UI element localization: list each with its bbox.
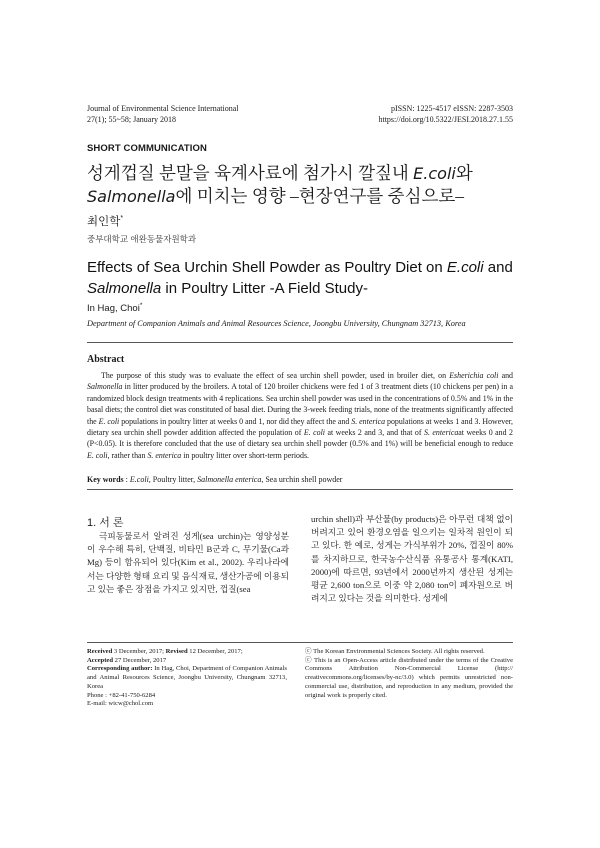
english-title-part1: Effects of Sea Urchin Shell Powder as Poultry Diet on	[87, 259, 447, 276]
english-author-name: In Hag, Choi	[87, 303, 140, 315]
korean-title-part1: 성게껍질 분말을 육계사료에 첨가시 깔짚내	[87, 163, 414, 183]
divider	[87, 489, 513, 490]
journal-name: Journal of Environmental Science International	[87, 104, 239, 113]
english-affiliation: Department of Companion Animals and Animal Resources Science, Joongbu University, Chungnam 32713, Korea	[87, 319, 466, 328]
english-author	[87, 302, 142, 314]
keyword-ecoli: E.coli	[129, 475, 149, 484]
abstract-italic: S. enterica	[424, 428, 459, 438]
keyword-text: , Sea urchin shell powder	[261, 475, 343, 484]
abstract-italic: Salmonella	[87, 382, 123, 392]
accepted-date: 27 December, 2017	[113, 656, 167, 664]
copyright-notice	[305, 648, 513, 700]
email[interactable]: E-mail: wicw@chol.com	[87, 700, 154, 708]
keywords	[87, 475, 342, 484]
abstract-text: at weeks 2 and 3, and that of	[324, 428, 424, 438]
abstract-heading: Abstract	[87, 354, 125, 365]
english-title-salmonella: Salmonella	[87, 280, 162, 297]
abstract-text: and	[498, 371, 514, 380]
abstract-italic: E. coli,	[87, 450, 110, 460]
divider	[87, 342, 513, 343]
issn: pISSN: 1225-4517 eISSN: 2287-3503	[390, 104, 513, 113]
abstract-italic: E. coli	[303, 428, 325, 438]
abstract-italic: S. enterica	[147, 450, 182, 460]
korean-author-name: 최인학	[87, 216, 121, 228]
copyright: ⓒ The Korean Environmental Sciences Society. All rights reserved.	[305, 648, 485, 655]
dates-line-1	[87, 648, 287, 657]
korean-title-part3: 에 미치는 영향 –현장연구를 중심으로–	[175, 186, 465, 206]
english-title-part3: in Poultry Litter -A Field Study-	[161, 280, 368, 297]
keywords-label: Key words	[87, 475, 124, 484]
korean-title-salmonella: Salmonella	[87, 187, 176, 206]
corresponding-text: In Hag, Choi, Department of Companion Animals and Animal Resources Science, Joongbu University, Chungnam 32713, Korea	[87, 665, 287, 690]
keyword-salmonella: Salmonella enterica	[197, 475, 262, 484]
dates-line-2	[87, 657, 287, 666]
article-type: SHORT COMMUNICATION	[87, 143, 207, 154]
abstract-text: populations in poultry litter at weeks 0 and 1, nor did they affect the and	[119, 416, 352, 426]
accepted-label: Accepted	[87, 656, 113, 664]
received-date: 3 December, 2017;	[112, 648, 166, 655]
abstract-italic: Esherichia coli	[449, 371, 499, 380]
body-column-right: urchin shell)과 부산물(by products)은 아무런 대책 없이 버려지고 있어 환경오염을 일으키는 일차적 원인이 되고 있다. 한 예로, 성게는 가식부위가 20%, 껍질이 80%를 차지하므로, 한국농수산식품 유통공사 통계(KATI, 2000)에 따르면, 93년에서 2000년까지 생산된 성게는 평균 2,600 ton으로 이중 약 2,080 ton이 폐자원으로 버려지고 있다는 것을 의미한다. 성게에	[311, 514, 513, 604]
corresponding-author	[87, 665, 287, 691]
abstract-text: rather than	[109, 450, 148, 460]
abstract-text: at weeks 0 and 2 (P<0.05). It is therefore concluded that the use of dietary sea urchin shell powder (0.5% and 1%) will be beneficial enough to reduce	[87, 428, 513, 449]
keyword-text: , Poultry litter,	[148, 475, 198, 484]
korean-author	[87, 213, 123, 229]
license: ⓒ This is an Open-Access article distributed under the terms of the Creative Commons Attribution Non-Commercial License (http:// creativecommons.org/licenses/by-nc/3.0) which permits unrestricted non-commercial use, distribution, and reproduction in any medium, provided the original work is properly cited.	[305, 656, 513, 699]
english-title	[87, 257, 527, 299]
phone: Phone : +82-41-750-6284	[87, 691, 156, 699]
english-author-mark: *	[139, 302, 143, 309]
abstract-text: in litter produced by the broilers. A total of 120 broiler chickens were fed 1 of 3 treatment diets (10 chickens per pen) in a randomized block design treatments with 4 replications. Sea urchin shell powder was used in the concentrations of 0.5% and 1% in the basal diets; the control diet was constituted of basal diet. During the 3-week feeding trials, none of the treatments significantly affected the	[87, 382, 513, 426]
english-title-part2: and	[483, 259, 513, 276]
korean-author-mark: *	[120, 215, 124, 223]
english-title-ecoli: E.coli	[446, 259, 484, 276]
korean-title	[87, 162, 517, 208]
korean-title-part2: 와	[455, 163, 473, 183]
revised-label: Revised	[165, 648, 188, 655]
revised-date: 12 December, 2017;	[187, 648, 243, 655]
abstract-text: in poultry litter over short-term periods.	[181, 450, 309, 460]
body-column-left: 극피동물로서 알려진 성게(sea urchin)는 영양성분이 우수해 특히, 단백질, 비타민 B군과 C, 무기물(Ca과 Mg) 등이 함유되어 있다(Kim et al., 2002). 우리나라에서는 다양한 형태 요리 및 음식재료, 생산가공에 이용되고 있는 좋은 장점을 가지고 있지만, 껍질(sea	[87, 531, 290, 594]
abstract-text: populations at weeks 1 and 3. However, dietary sea urchin shell powder addition affected the population of	[87, 416, 513, 438]
issn-header	[378, 103, 513, 125]
abstract-italic: E. coli	[98, 416, 120, 426]
corresponding-label: Corresponding author:	[87, 665, 153, 673]
received-label: Received	[87, 648, 113, 655]
abstract-italic: S. enterica	[351, 416, 386, 426]
journal-issue: 27(1); 55~58; January 2018	[87, 115, 176, 124]
korean-title-ecoli: E.coli	[413, 164, 456, 183]
section-heading: 1. 서 론	[87, 517, 124, 529]
abstract-text: The purpose of this study was to evaluate the effect of sea urchin shell powder, used in broiler diet, on	[101, 371, 450, 380]
doi-link[interactable]: https://doi.org/10.5322/JESI.2018.27.1.55	[378, 115, 513, 124]
korean-affiliation: 중부대학교 애완동물자원학과	[87, 234, 197, 244]
article-history	[87, 648, 287, 709]
divider	[87, 642, 513, 643]
keywords-separator: :	[123, 475, 130, 484]
abstract-body	[87, 370, 513, 461]
journal-header	[87, 103, 239, 125]
